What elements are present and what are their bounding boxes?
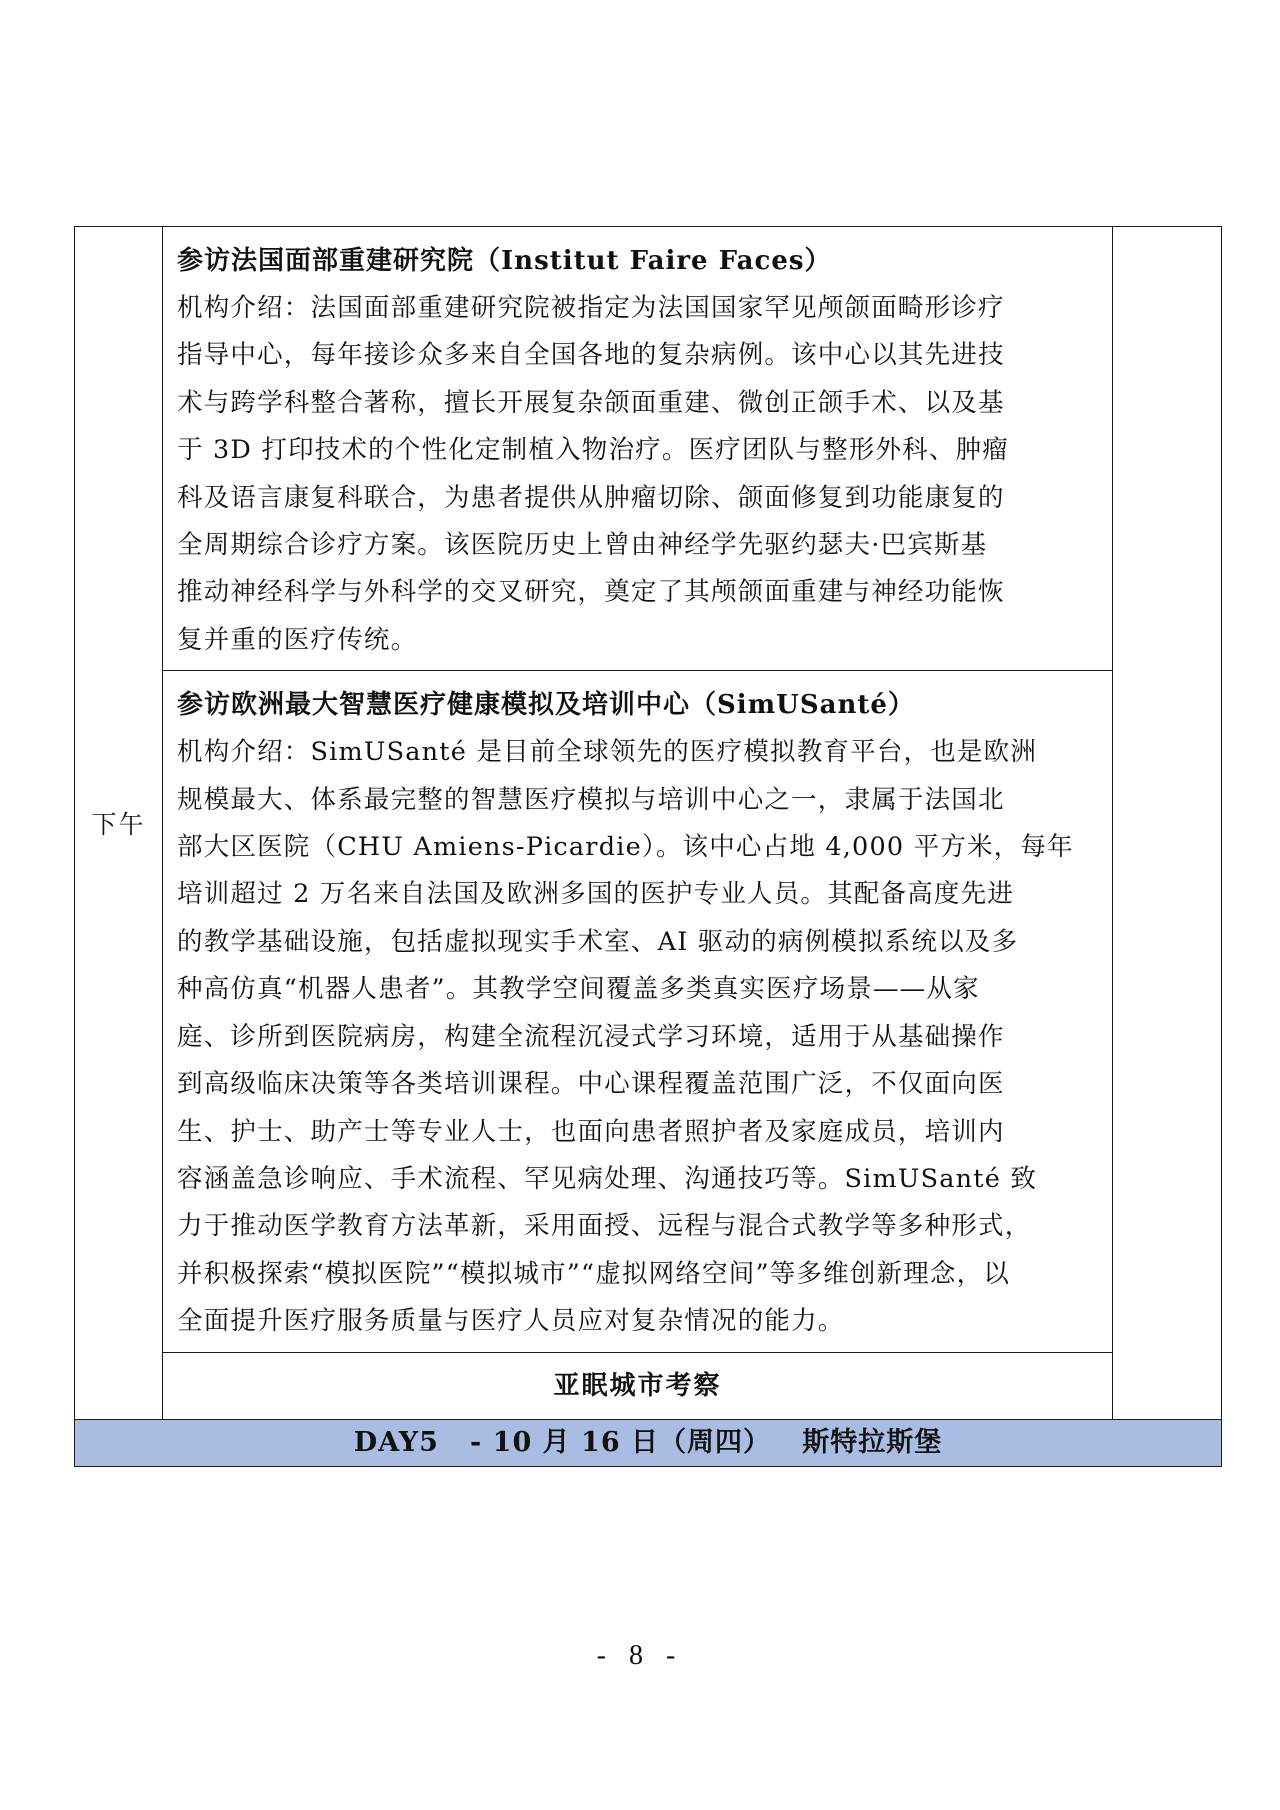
visit2-line: 到高级临床决策等各类培训课程。中心课程覆盖范围广泛，不仅面向医	[177, 1069, 1005, 1100]
visit2-line: 的教学基础设施，包括虚拟现实手术室、AI 驱动的病例模拟系统以及多	[177, 926, 1019, 957]
visit1-line: 于 3D 打印技术的个性化定制植入物治疗。医疗团队与整形外科、肿瘤	[177, 435, 1009, 466]
city-visit-cell: 亚眠城市考察	[163, 1352, 1113, 1419]
visit1-line: 复并重的医疗传统。	[177, 624, 418, 655]
visit1-line: 术与跨学科整合著称，擅长开展复杂颌面重建、微创正颌手术、以及基	[177, 387, 1005, 418]
visit1-description	[177, 285, 1098, 664]
time-slot-cell	[75, 227, 163, 1420]
itinerary-row-city-visit	[75, 1352, 1222, 1419]
visit2-line: 机构介绍：SimUSanté 是目前全球领先的医疗模拟教育平台，也是欧洲	[177, 737, 1038, 768]
visit2-line: 并积极探索“模拟医院”“模拟城市”“虚拟网络空间”等多维创新理念，以	[177, 1258, 1011, 1289]
page-number: - 8 -	[596, 1640, 684, 1671]
itinerary-table	[74, 226, 1222, 1467]
itinerary-row-visit2	[75, 671, 1222, 1352]
visit2-title: 参访欧洲最大智慧医疗健康模拟及培训中心（SimUSanté）	[177, 690, 915, 721]
day-header-row	[75, 1419, 1222, 1466]
visit2-cell	[163, 671, 1113, 1352]
visit2-line: 力于推动医学教育方法革新，采用面授、远程与混合式教学等多种形式，	[177, 1211, 1032, 1242]
visit1-line: 科及语言康复科联合，为患者提供从肿瘤切除、颌面修复到功能康复的	[177, 482, 1005, 513]
visit2-line: 全面提升医疗服务质量与医疗人员应对复杂情况的能力。	[177, 1306, 845, 1337]
visit2-line: 生、护士、助产士等专业人士，也面向患者照护者及家庭成员，培训内	[177, 1116, 1005, 1147]
visit1-line: 全周期综合诊疗方案。该医院历史上曾由神经学先驱约瑟夫·巴宾斯基	[177, 530, 988, 561]
visit1-line: 指导中心，每年接诊众多来自全国各地的复杂病例。该中心以其先进技	[177, 340, 1005, 371]
visit1-cell	[163, 227, 1113, 671]
visit2-description	[177, 729, 1098, 1345]
visit2-line: 种高仿真“机器人患者”。其教学空间覆盖多类真实医疗场景——从家	[177, 974, 980, 1005]
visit2-line: 容涵盖急诊响应、手术流程、罕见病处理、沟通技巧等。SimUSanté 致	[177, 1163, 1038, 1194]
time-slot-label: 下午	[91, 809, 146, 839]
visit1-line: 推动神经科学与外科学的交叉研究，奠定了其颅颌面重建与神经功能恢	[177, 577, 1005, 608]
visit2-line: 培训超过 2 万名来自法国及欧洲多国的医护专业人员。其配备高度先进	[177, 879, 1015, 910]
day-header: DAY5 - 10 月 16 日（周四） 斯特拉斯堡	[75, 1419, 1222, 1466]
visit2-line: 庭、诊所到医院病房，构建全流程沉浸式学习环境，适用于从基础操作	[177, 1021, 1005, 1052]
notes-cell	[1113, 227, 1222, 1420]
itinerary-row-visit1	[75, 227, 1222, 671]
visit1-title: 参访法国面部重建研究院（Institut Faire Faces）	[177, 246, 832, 276]
visit2-line: 部大区医院（CHU Amiens-Picardie）。该中心占地 4,000 平方米，每年	[177, 832, 1074, 863]
visit2-line: 规模最大、体系最完整的智慧医疗模拟与培训中心之一，隶属于法国北	[177, 784, 1005, 815]
visit1-line: 机构介绍：法国面部重建研究院被指定为法国国家罕见颅颌面畸形诊疗	[177, 293, 1005, 323]
